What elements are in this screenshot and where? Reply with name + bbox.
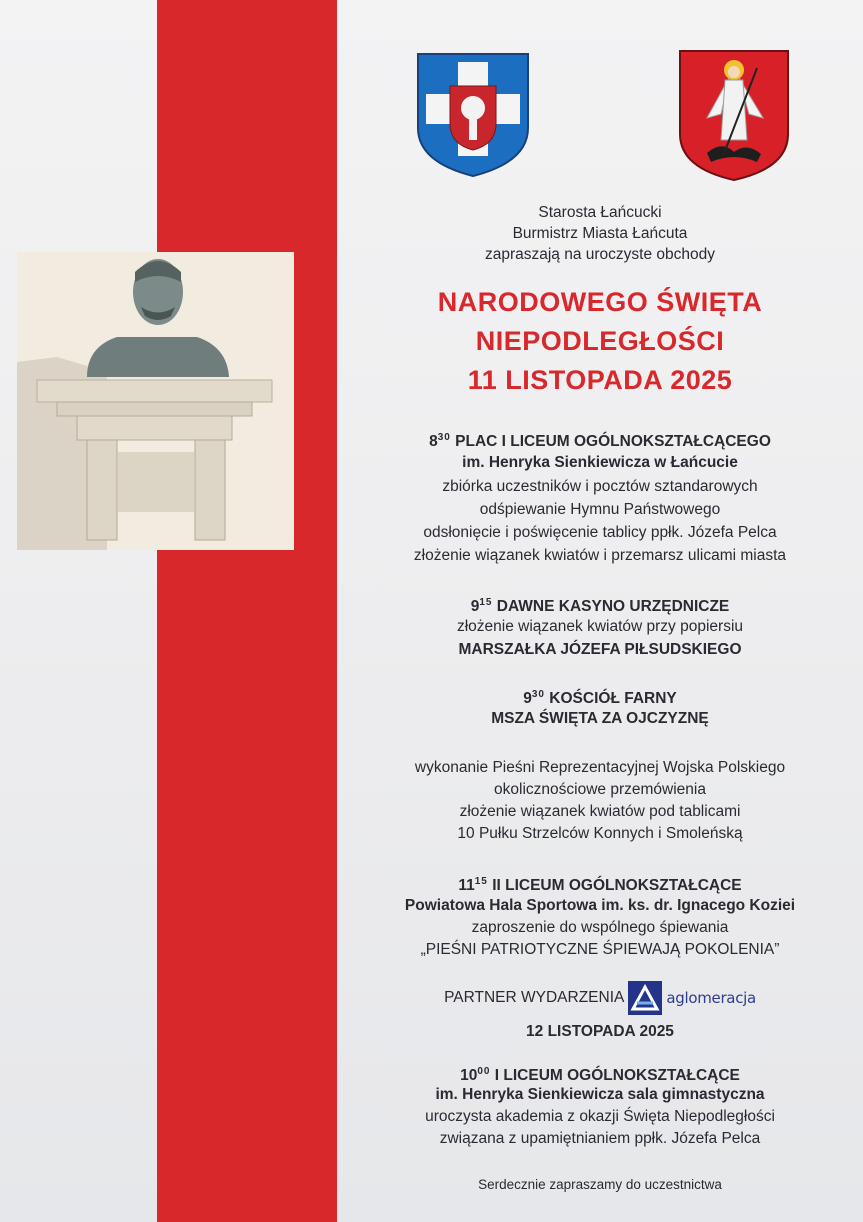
partner-label: PARTNER WYDARZENIA [444,989,625,1006]
event-2-heading [350,593,850,617]
event-2-hour: 9 [470,598,480,615]
inviter-2: Burmistrz Miasta Łańcuta [512,225,688,242]
day-2-date: 12 LISTOPADA 2025 [526,1023,674,1040]
day-2-item: uroczysta akademia z okazji Święta Niepodległości [425,1108,775,1125]
event-2-minutes: 15 [479,597,493,608]
event-4-hour: 11 [458,877,475,894]
event-4-heading [350,872,850,896]
closing-text: Serdecznie zapraszamy do uczestnictwa [478,1177,722,1192]
headline-line-3: 11 LISTOPADA 2025 [467,365,733,395]
event-4-song-title: „PIEŚNI PATRIOTYCZNE ŚPIEWAJĄ POKOLENIA” [420,941,780,958]
event-1-hour: 8 [429,433,438,450]
event-4-subtitle: Powiatowa Hala Sportowa im. ks. dr. Ignacego Koziei [404,897,796,914]
event-1-minutes: 30 [437,432,451,443]
headline-line-2: NIEPODLEGŁOŚCI [475,326,725,356]
day-2-title: I LICEUM OGÓLNOKSZTAŁCĄCE [494,1067,740,1084]
day-2-hour: 10 [460,1067,478,1084]
event-2-subject: MARSZAŁKA JÓZEFA PIŁSUDSKIEGO [458,641,742,658]
day-2-item: związana z upamiętnianiem ppłk. Józefa Pelca [439,1130,761,1147]
event-3-item: złożenie wiązanek kwiatów pod tablicami [459,803,741,820]
event-2-item: złożenie wiązanek kwiatów przy popiersiu [456,618,744,635]
event-2-title: DAWNE KASYNO URZĘDNICZE [496,598,730,615]
event-3-heading [350,685,850,709]
invite-text: zapraszają na uroczyste obchody [484,246,716,263]
event-1-title: PLAC I LICEUM OGÓLNOKSZTAŁCĄCEGO [455,433,771,450]
event-3-item: okolicznościowe przemówienia [494,781,706,798]
partner-row [350,980,850,1016]
event-3-item: 10 Pułku Strzelców Konnych i Smoleńską [457,825,743,842]
event-3-minutes: 30 [531,689,545,700]
event-3-item: wykonanie Pieśni Reprezentacyjnej Wojska Polskiego [414,759,786,776]
event-3-hour: 9 [523,690,532,707]
powiat-coat-of-arms-icon [414,50,532,178]
event-1-heading [350,428,850,452]
event-4-item: zaproszenie do wspólnego śpiewania [471,919,729,936]
event-1-item: zbiórka uczestników i pocztów sztandarowych [442,478,758,495]
aglomeracja-logo-icon [628,981,662,1015]
event-3-subtitle: MSZA ŚWIĘTA ZA OJCZYZNĘ [491,710,709,727]
event-1-subtitle: im. Henryka Sienkiewicza w Łańcucie [462,454,738,471]
event-4-minutes: 15 [474,876,488,887]
day-2-minutes: 00 [477,1066,491,1077]
event-1-item: odśpiewanie Hymnu Państwowego [479,501,721,518]
headline-line-1: NARODOWEGO ŚWIĘTA [437,287,763,317]
inviter-1: Starosta Łańcucki [538,204,662,221]
event-3-title: KOŚCIÓŁ FARNY [549,690,677,707]
day-2-heading [350,1062,850,1086]
red-stripe [157,0,337,1222]
pilsudski-bust-photo [17,252,294,550]
day-2-subtitle: im. Henryka Sienkiewicza sala gimnastyczna [435,1086,765,1103]
event-1-item: złożenie wiązanek kwiatów i przemarsz ulicami miasta [413,547,787,564]
event-1-item: odsłonięcie i poświęcenie tablicy ppłk. Józefa Pelca [423,524,777,541]
partner-logo-text: aglomeracja [666,989,756,1007]
event-4-title: II LICEUM OGÓLNOKSZTAŁCĄCE [492,877,742,894]
city-coat-of-arms-icon [677,48,791,183]
